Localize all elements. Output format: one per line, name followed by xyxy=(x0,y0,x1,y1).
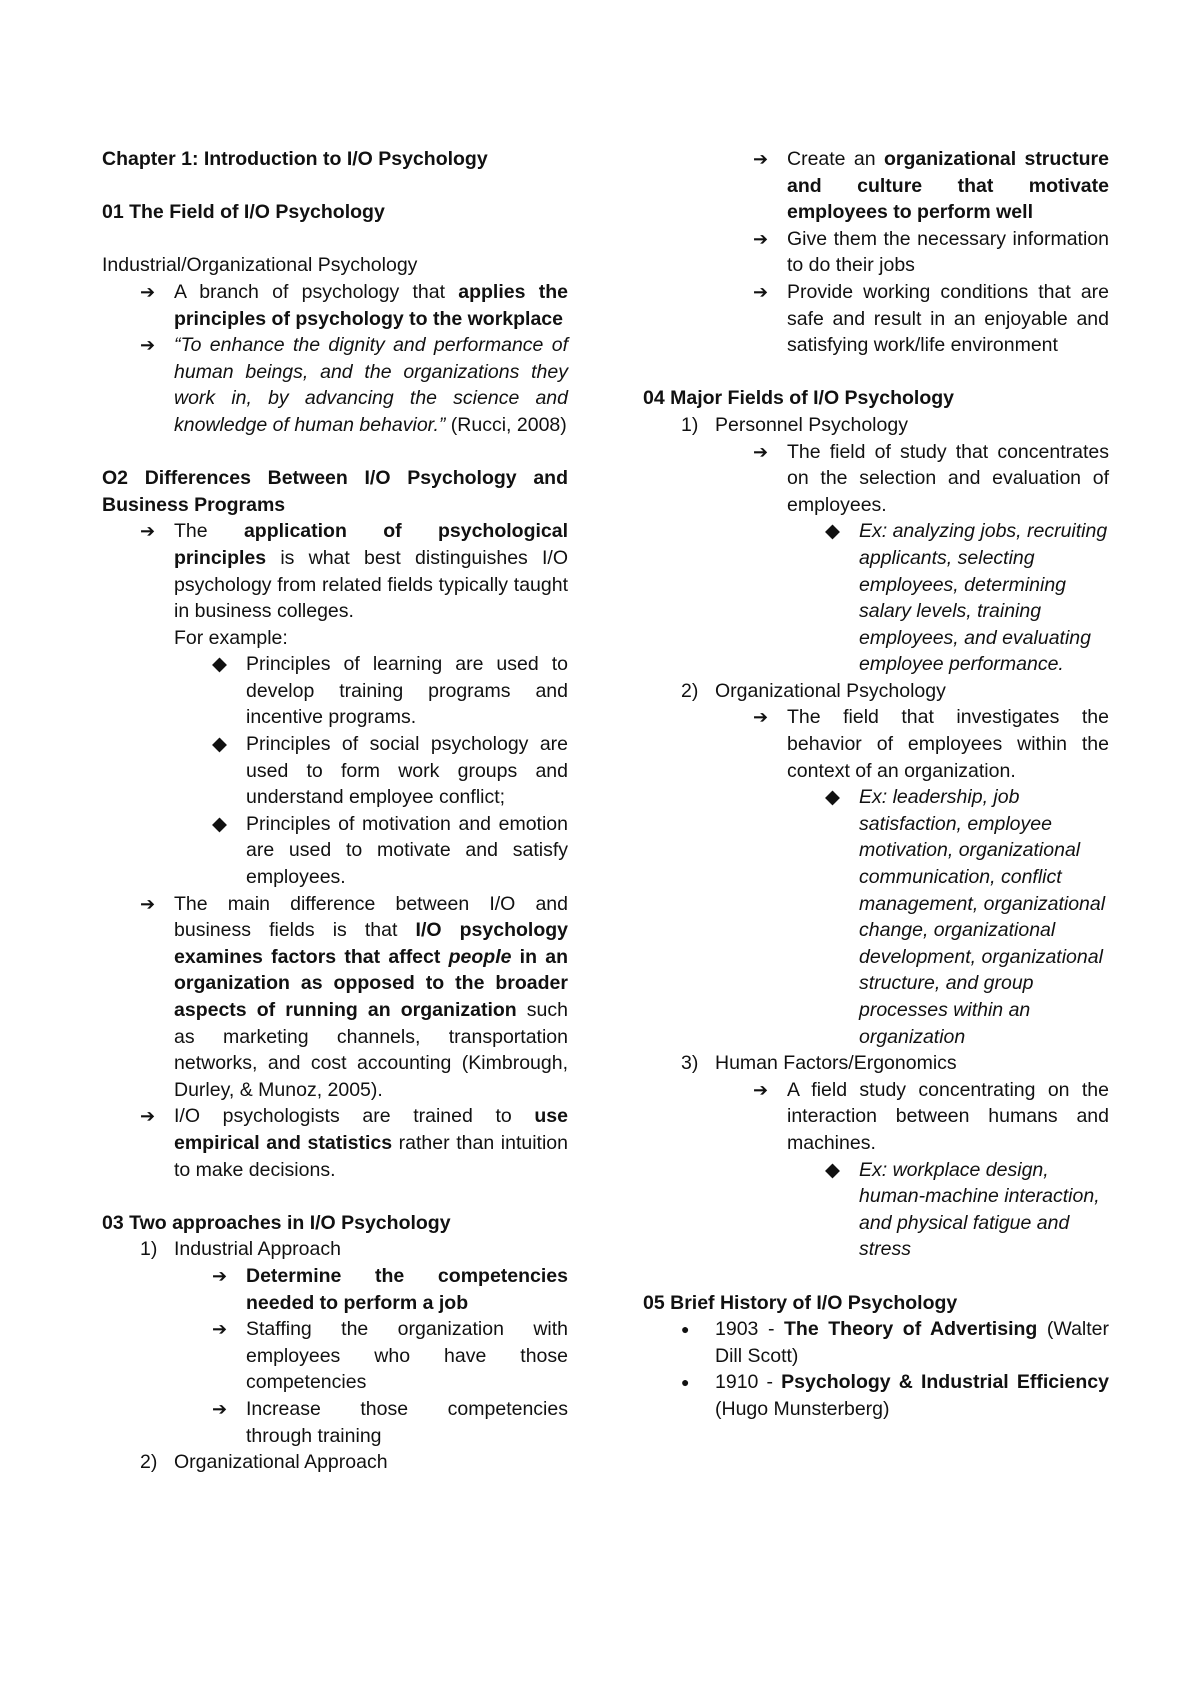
diamond-icon: ◆ xyxy=(825,786,840,809)
section-02-heading: O2 Differences Between I/O Psychology and Business Programs xyxy=(102,467,568,516)
arrow-icon: ➔ xyxy=(212,1319,228,1340)
diamond-icon: ◆ xyxy=(212,653,227,676)
arrow-icon: ➔ xyxy=(140,335,156,356)
list-item: ◆ Principles of motivation and emotion are used to motivate and satisfy employees. xyxy=(212,812,568,889)
list-item: ◆ Ex: workplace design, human-machine interaction, and physical fatigue and stress xyxy=(825,1158,1100,1261)
numbered-item: 2) Organizational Psychology xyxy=(681,679,946,702)
list-item: ➔ Staffing the organization with employees who have those competencies xyxy=(212,1318,568,1394)
list-item: ➔ Give them the necessary information to do their jobs xyxy=(753,227,1109,277)
list-item: ➔ I/O psychologists are trained to use empirical and statistics rather than intuition to make decisions. xyxy=(140,1105,569,1181)
arrow-icon: ➔ xyxy=(753,707,769,728)
chapter-title: Chapter 1: Introduction to I/O Psychology xyxy=(102,148,488,170)
arrow-icon: ➔ xyxy=(140,521,156,542)
arrow-icon: ➔ xyxy=(140,1106,156,1127)
numbered-item: 1) Personnel Psychology xyxy=(681,413,908,436)
list-item: ● 1910 - Psychology & Industrial Efficiency (Hugo Munsterberg) xyxy=(681,1371,1109,1420)
example-label: For example: xyxy=(174,626,288,649)
list-item: ➔ A field study concentrating on the interaction between humans and machines. xyxy=(753,1078,1109,1154)
arrow-icon: ➔ xyxy=(753,149,769,169)
list-item: ➔ “To enhance the dignity and performance of human beings, and the organizations they work in, by advancing the science and knowledge of human behavior.” (Rucci, 2008) xyxy=(140,334,568,436)
list-item: ➔ The main difference between I/O and business fields is that I/O psychology examines factors that affect people in an organization as opposed to the broader aspects of running an organization such as marketing channels, transportation networks, and cost accounting (Kimbrough, Durley, & Munoz, 2005). xyxy=(140,892,568,1101)
list-item: ➔ Create an organizational structure and culture that motivate employees to perform well xyxy=(753,148,1109,224)
diamond-icon: ◆ xyxy=(825,520,840,543)
arrow-icon: ➔ xyxy=(753,1079,769,1100)
list-item: ➔ The field of study that concentrates on the selection and evaluation of employees. xyxy=(753,440,1109,516)
numbered-item: 1) Industrial Approach xyxy=(140,1238,341,1261)
list-item: ◆ Principles of learning are used to develop training programs and incentive programs. xyxy=(212,653,568,729)
list-item: ◆ Ex: analyzing jobs, recruiting applicants, selecting employees, determining salary levels, training employees, and evaluating employee performance. xyxy=(825,520,1108,676)
arrow-icon: ➔ xyxy=(753,281,769,302)
list-item: ➔ The field that investigates the behavior of employees within the context of an organization. xyxy=(753,706,1109,782)
list-item: ➔ The application of psychological principles is what best distinguishes I/O psychology from related fields typically taught in business colleges. For example: ◆ Principles of learning are used to develop training programs and incentive programs. ◆ Principles of social psychology are used to form work groups and understand employee conflict; ◆ Principles of motivation and emotion are used to motivate and satisfy employees. xyxy=(102,518,568,890)
numbered-item: 2) Organizational Approach xyxy=(140,1451,388,1474)
list-item: ➔ Increase those competencies through training xyxy=(212,1397,568,1447)
list-item: ◆ Ex: leadership, job satisfaction, employee motivation, organizational communication, conflict management, organizational change, organizational development, organizational structure, and group processes within an organization xyxy=(825,786,1106,1048)
list-item: ➔ A branch of psychology that applies the principles of psychology to the workplace xyxy=(140,280,568,330)
arrow-icon: ➔ xyxy=(753,228,769,249)
section-05-heading: 05 Brief History of I/O Psychology xyxy=(643,1291,958,1314)
diamond-icon: ◆ xyxy=(825,1158,840,1181)
list-item: ● 1903 - The Theory of Advertising (Walter Dill Scott) xyxy=(681,1318,1109,1367)
arrow-icon: ➔ xyxy=(140,281,156,302)
list-item: ➔ Determine the competencies needed to perform a job xyxy=(212,1264,568,1314)
section-03-heading: 03 Two approaches in I/O Psychology xyxy=(102,1211,451,1234)
arrow-icon: ➔ xyxy=(140,893,156,914)
arrow-icon: ➔ xyxy=(212,1398,228,1419)
section-01-term: Industrial/Organizational Psychology xyxy=(102,254,418,277)
section-01-heading: 01 The Field of I/O Psychology xyxy=(102,201,385,224)
list-item: ➔ Provide working conditions that are safe and result in an enjoyable and satisfying work/life environment xyxy=(753,280,1109,357)
arrow-icon: ➔ xyxy=(212,1265,228,1286)
bullet-icon: ● xyxy=(681,1374,690,1391)
list-item: ◆ Principles of social psychology are used to form work groups and understand employee conflict; xyxy=(212,733,568,809)
bullet-icon: ● xyxy=(681,1321,690,1338)
numbered-item: 3) Human Factors/Ergonomics xyxy=(681,1052,957,1075)
right-column xyxy=(643,146,1109,1423)
section-04-heading: 04 Major Fields of I/O Psychology xyxy=(643,387,954,410)
diamond-icon: ◆ xyxy=(212,733,227,756)
left-column xyxy=(102,146,568,1476)
arrow-icon: ➔ xyxy=(753,441,769,462)
diamond-icon: ◆ xyxy=(212,812,227,835)
